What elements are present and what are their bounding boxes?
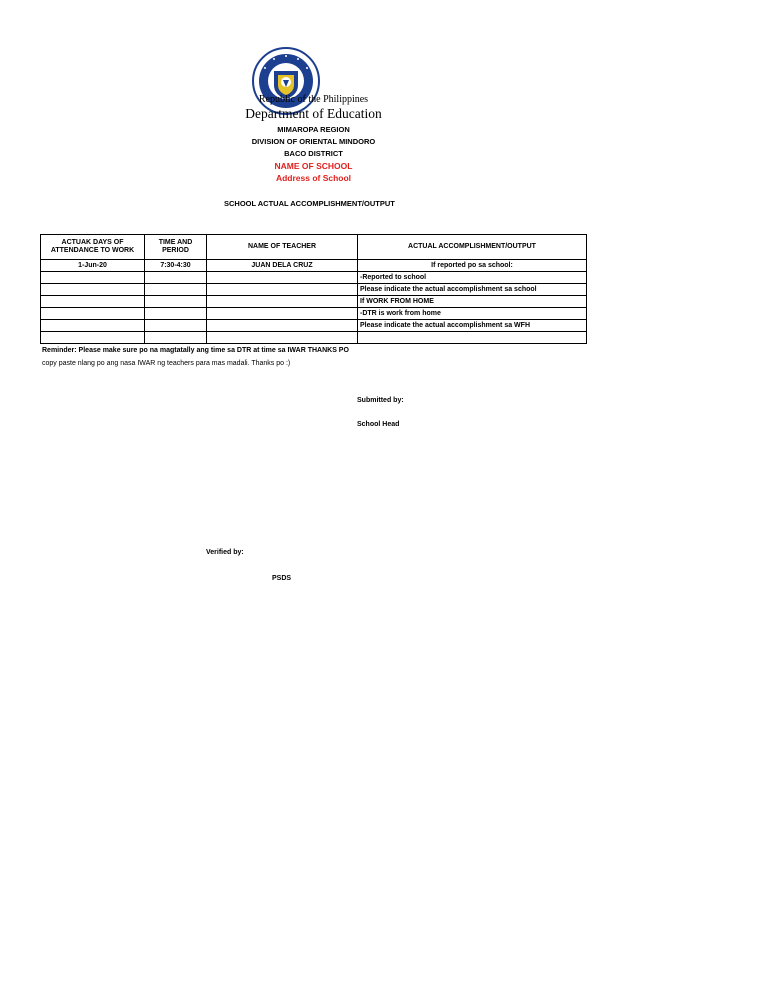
form-title: SCHOOL ACTUAL ACCOMPLISHMENT/OUTPUT (224, 199, 395, 208)
empty-cell (41, 332, 145, 344)
division-heading: DIVISION OF ORIENTAL MINDORO (251, 137, 376, 146)
table-row (41, 296, 587, 308)
republic-heading: Republic of the Philippines (258, 94, 369, 105)
cell-output: If WORK FROM HOME (358, 296, 587, 308)
empty-cell (145, 296, 207, 308)
empty-cell (207, 272, 358, 284)
cell-output: If reported po sa school: (358, 260, 587, 272)
empty-cell (207, 320, 358, 332)
empty-cell (145, 284, 207, 296)
table-row (41, 320, 587, 332)
empty-cell (41, 296, 145, 308)
table-row (41, 332, 587, 344)
verified-by-label: Verified by: (206, 549, 244, 556)
table-row (41, 308, 587, 320)
empty-cell (358, 332, 587, 344)
school-head-label: School Head (357, 421, 400, 428)
submitted-by-label: Submitted by: (357, 397, 404, 404)
header-time-period: TIME AND PERIOD (145, 235, 207, 260)
cell-teacher: JUAN DELA CRUZ (207, 260, 358, 272)
cell-output: -Reported to school (358, 272, 587, 284)
empty-cell (207, 332, 358, 344)
region-heading: MIMAROPA REGION (277, 125, 350, 134)
header-output: ACTUAL ACCOMPLISHMENT/OUTPUT (358, 235, 587, 260)
district-heading: BACO DISTRICT (284, 149, 343, 158)
table-row (41, 260, 587, 272)
empty-cell (145, 320, 207, 332)
empty-cell (41, 308, 145, 320)
empty-cell (207, 296, 358, 308)
empty-cell (41, 272, 145, 284)
table-header-row (41, 235, 587, 260)
cell-output: Please indicate the actual accomplishment sa WFH (358, 320, 587, 332)
header-teacher: NAME OF TEACHER (207, 235, 358, 260)
empty-cell (207, 308, 358, 320)
empty-cell (207, 284, 358, 296)
cell-time: 7:30-4:30 (145, 260, 207, 272)
empty-cell (145, 332, 207, 344)
empty-cell (145, 272, 207, 284)
cell-date: 1-Jun-20 (41, 260, 145, 272)
school-name: NAME OF SCHOOL (274, 161, 353, 171)
empty-cell (145, 308, 207, 320)
empty-cell (41, 284, 145, 296)
cell-output: Please indicate the actual accomplishment sa school (358, 284, 587, 296)
cell-output: -DTR is work from home (358, 308, 587, 320)
accomplishment-table (40, 234, 587, 344)
empty-cell (41, 320, 145, 332)
psds-label: PSDS (272, 575, 292, 582)
reminder-note: Reminder: Please make sure po na magtatally ang time sa DTR at time sa IWAR THANKS PO (42, 347, 349, 354)
header-attendance: ACTUAK DAYS OF ATTENDANCE TO WORK (41, 235, 145, 260)
copy-paste-note: copy paste nlang po ang nasa IWAR ng teachers para mas madali. Thanks po :) (42, 360, 291, 367)
table-row (41, 284, 587, 296)
table-row (41, 272, 587, 284)
department-heading: Department of Education (245, 106, 382, 121)
school-address: Address of School (275, 173, 352, 183)
